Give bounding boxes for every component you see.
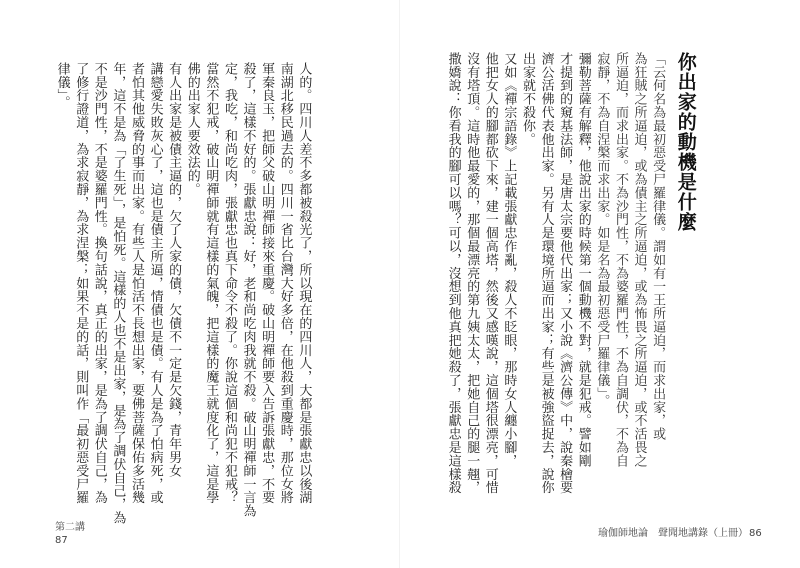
text-line: 彌勒菩薩有解釋，他說出家的時候第一個動機不對，就是犯戒。譬如剛 [575, 52, 591, 468]
text-line: 濟公活佛代表他出家。另有人是環境所逼而出家；有些是被強盜捉去，說你 [538, 52, 554, 495]
text-line: 他把女人的腳都砍下來，建一個高塔，然後又感嘆說，這個塔很漂亮，可惜 [482, 52, 498, 495]
text-line: 律儀」。 [54, 62, 70, 110]
running-header: 第二講 [55, 522, 85, 533]
text-line: 了修行證道，為求寂靜，為求涅槃；如果不是的話，則叫作「最初惡受尸羅 [73, 62, 89, 505]
text-line: 出家就不殺你。 [519, 52, 535, 146]
section-title: 你出家的動機是什麼 [674, 52, 697, 232]
text-line: 不是沙門性，不是婆羅門性。換句話說，真正的出家，是為了調伏自己，為 [91, 62, 107, 505]
running-header: 瑜伽師地論 聲聞地講錄（上冊） [598, 528, 748, 539]
left-page-text [52, 62, 312, 525]
text-line: 南湖北移民過去的。四川一省比台灣大好多倍，在他殺到重慶時，那位女將 [277, 62, 293, 505]
page-number: 87 [55, 535, 68, 546]
page-number: 86 [749, 528, 762, 539]
text-line: 寂靜，不為自涅槃而求出家。如是名為最初惡受尸羅律儀」。 [594, 52, 610, 408]
text-line: 講戀愛失敗灰心了，這也是債主所逼，情債也是債。有人是為了怕病死，或 [147, 62, 163, 505]
right-page [400, 0, 800, 568]
text-line: 沒有塔頂。這時他最愛的，那個最漂亮的第九姨太太，把她自己的腿一翹， [464, 52, 480, 495]
text-line: 定，我吃，和尚吃肉，張獻忠也真下命令不殺了。你說這個和尚犯不犯戒？ [221, 62, 237, 505]
text-line: 年，這不是為「了生死」，是怕死。這樣的人也不是出家，是為了調伏自己，為 [110, 62, 126, 525]
text-line: 「云何名為最初惡受尸羅律儀。謂如有一王所逼迫，而求出家，或 [650, 52, 666, 441]
text-line: 當然不犯戒，破山明禪師就有這樣的氣魄，把這樣的魔王就度化了，這是學 [203, 62, 219, 505]
right-page-text [443, 52, 697, 495]
text-line: 撒嬌說：你看我的腳可以嗎？可以，沒想到他真把她殺了，張獻忠是這樣殺 [445, 52, 461, 495]
text-line: 殺了，這樣不好的。張獻忠說：好，老和尚吃肉我就不殺。破山明禪師一言為 [240, 62, 256, 518]
text-line: 者怕其他威脅的事而出家。有些人是怕活不長想出家，要佛菩薩保佑多活幾 [128, 62, 144, 505]
text-line: 才提到的窺基法師，是唐太宗要他代出家；又小說《濟公傳》中，說秦檜要 [557, 52, 573, 495]
text-line: 為狂賊之所逼迫，或為債主之所逼迫，或為怖畏之所逼迫，或不活畏之 [631, 52, 647, 468]
text-line: 人的。四川人差不多都被殺光了，所以現在的四川人，大都是張獻忠以後湖 [296, 62, 312, 505]
text-line: 有人出家是被債主逼的，欠了人家的債，欠債不一定是欠錢，青年男女 [166, 62, 182, 478]
text-line: 又如《禪宗語錄》上記載張獻忠作亂，殺人不眨眼，那時女人纏小腳， [501, 52, 517, 468]
text-line: 軍秦良玉，把師父破山明禪師接來重慶。破山明禪師要入告訴張獻忠，不要 [259, 62, 275, 505]
text-line: 佛的出家人要效法的。 [184, 62, 200, 196]
text-line: 所逼迫，而求出家。不為沙門性，不為婆羅門性，不為自調伏，不為自 [612, 52, 628, 468]
